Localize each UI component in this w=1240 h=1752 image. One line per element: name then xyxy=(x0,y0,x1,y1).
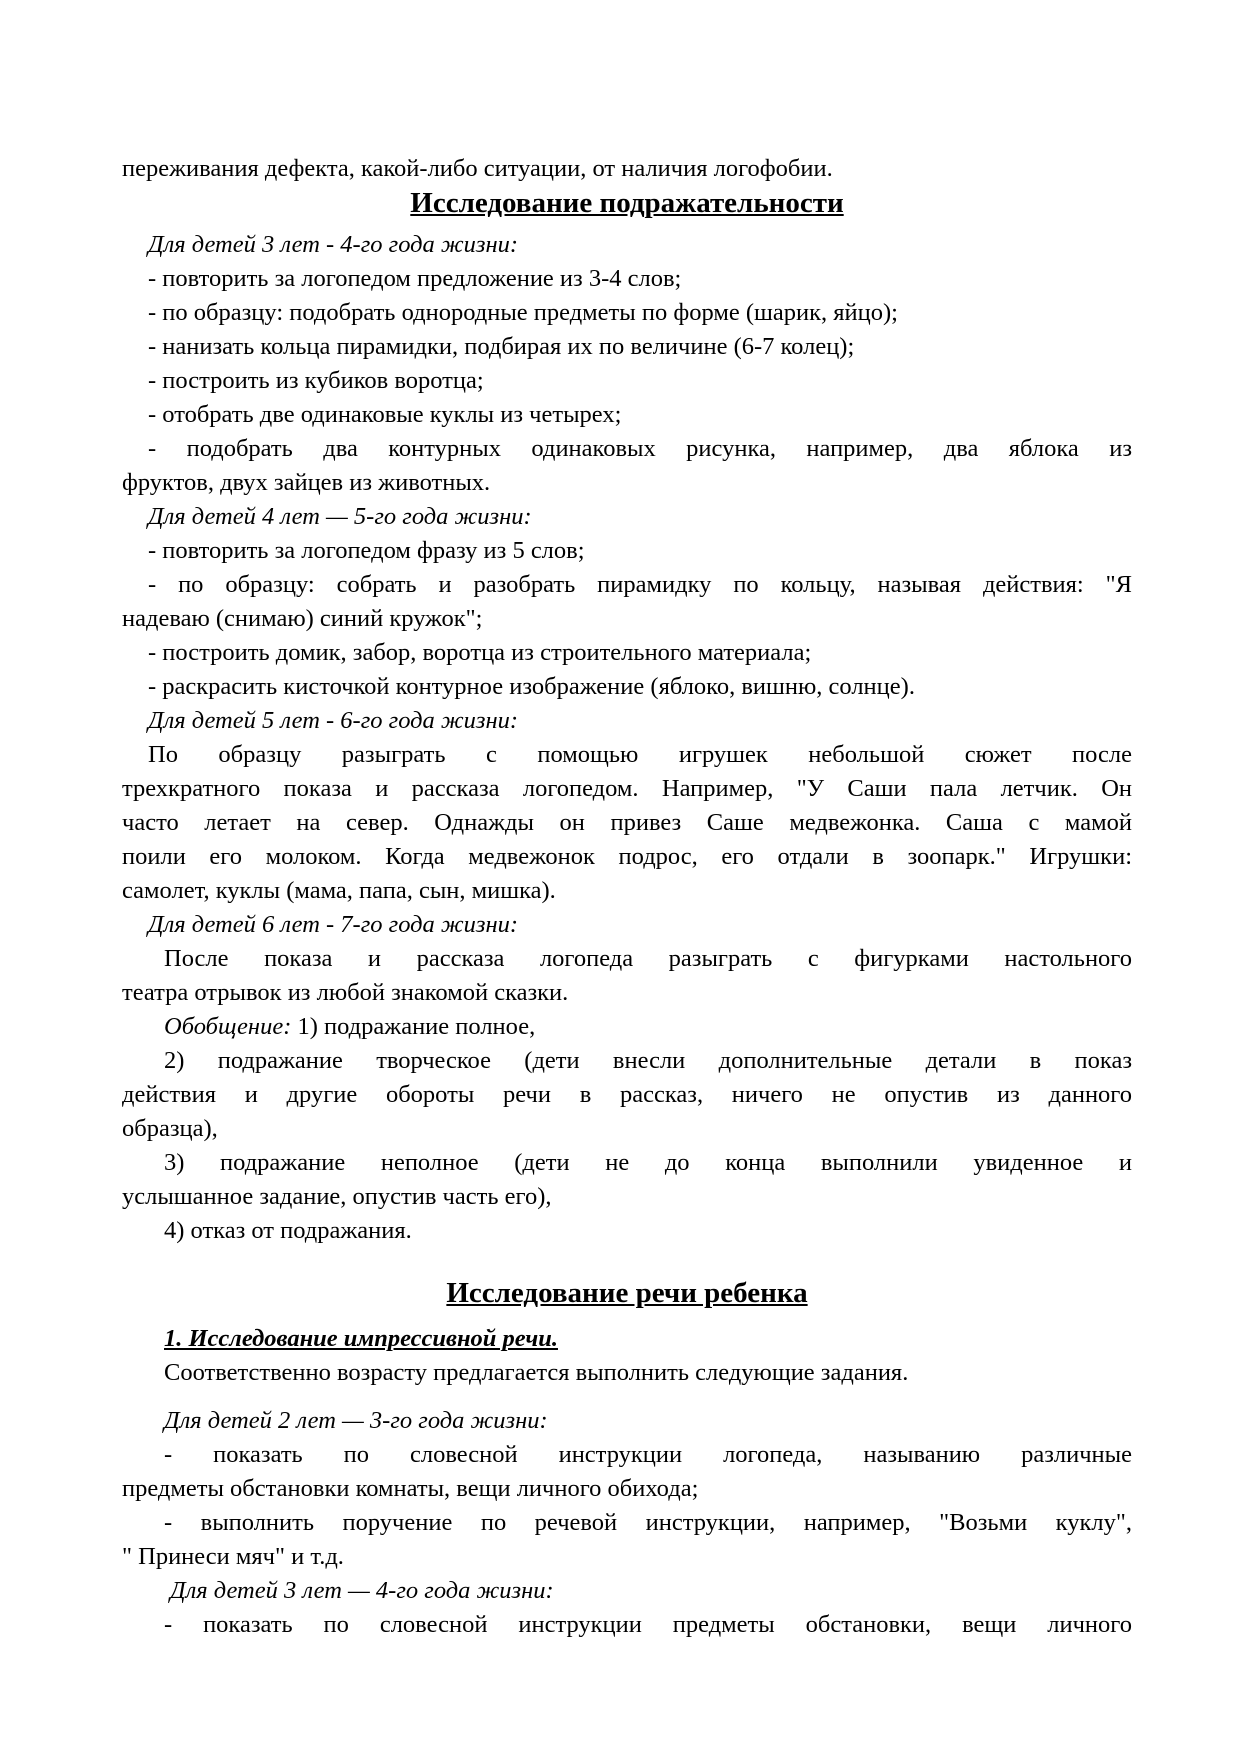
age-heading-3: Для детей 3 лет - 4-го года жизни: xyxy=(148,231,519,258)
list-item: - повторить за логопедом предложение из 3-4 слов; xyxy=(148,265,682,292)
list-item: - построить из кубиков воротца; xyxy=(148,367,484,394)
paragraph-line: театра отрывок из любой знакомой сказки. xyxy=(122,979,569,1006)
paragraph-line: По образцу разыграть с помощью игрушек небольшой сюжет после xyxy=(148,741,1132,768)
list-item: - построить домик, забор, воротца из строительного материала; xyxy=(148,639,812,666)
summary-item-continuation: образца), xyxy=(122,1115,218,1142)
age-heading-5: Для детей 5 лет - 6-го года жизни: xyxy=(148,707,519,734)
list-item: - отобрать две одинаковые куклы из четырех; xyxy=(148,401,622,428)
summary-item: 3) подражание неполное (дети не до конца выполнили увиденное и xyxy=(164,1149,1132,1176)
list-item-continuation: предметы обстановки комнаты, вещи личного обихода; xyxy=(122,1475,699,1502)
age-heading-3-speech: Для детей 3 лет — 4-го года жизни: xyxy=(170,1577,554,1604)
summary-item: 4) отказ от подражания. xyxy=(164,1217,412,1244)
subsection-title: 1. Исследование импрессивной речи. xyxy=(164,1325,558,1352)
list-item: - выполнить поручение по речевой инструкции, например, "Возьми куклу", xyxy=(164,1509,1132,1536)
subsection-title-line xyxy=(122,1322,1132,1356)
summary-item-continuation: действия и другие обороты речи в рассказ, ничего не опустив из данного xyxy=(122,1081,1132,1108)
summary-item: 1) подражание полное, xyxy=(291,1013,536,1040)
summary-item: 2) подражание творческое (дети внесли дополнительные детали в показ xyxy=(164,1047,1132,1074)
summary-item-continuation: услышанное задание, опустив часть его), xyxy=(122,1183,552,1210)
list-item-continuation: надеваю (снимаю) синий кружок"; xyxy=(122,605,483,632)
paragraph-line: трехкратного показа и рассказа логопедом. Например, "У Саши пала летчик. Он xyxy=(122,775,1132,802)
document-page xyxy=(122,152,1132,1642)
paragraph-line: Соответственно возрасту предлагается выполнить следующие задания. xyxy=(164,1359,909,1386)
summary-line xyxy=(122,1010,1132,1044)
age-heading-2: Для детей 2 лет — 3-го года жизни: xyxy=(164,1407,548,1434)
summary-label: Обобщение: xyxy=(164,1013,292,1040)
list-item-continuation: " Принеси мяч" и т.д. xyxy=(122,1543,344,1570)
section-title-imitation: Исследование подражательности xyxy=(410,187,844,219)
list-item: - показать по словесной инструкции предметы обстановки, вещи личного xyxy=(164,1611,1132,1638)
list-item: - по образцу: собрать и разобрать пирамидку по кольцу, называя действия: "Я xyxy=(148,571,1132,598)
list-item: - показать по словесной инструкции логопеда, называнию различные xyxy=(164,1441,1132,1468)
age-heading-6: Для детей 6 лет - 7-го года жизни: xyxy=(148,911,519,938)
list-item: - подобрать два контурных одинаковых рисунка, например, два яблока из xyxy=(148,435,1132,462)
list-item: - повторить за логопедом фразу из 5 слов; xyxy=(148,537,585,564)
paragraph-line: поили его молоком. Когда медвежонок подрос, его отдали в зоопарк." Игрушки: xyxy=(122,843,1132,870)
paragraph-line: самолет, куклы (мама, папа, сын, мишка). xyxy=(122,877,556,904)
section-title-speech: Исследование речи ребенка xyxy=(446,1277,808,1309)
list-item: - раскрасить кисточкой контурное изображение (яблоко, вишню, солнце). xyxy=(148,673,915,700)
list-item: - по образцу: подобрать однородные предметы по форме (шарик, яйцо); xyxy=(148,299,898,326)
list-item-continuation: фруктов, двух зайцев из животных. xyxy=(122,469,491,496)
age-heading-4: Для детей 4 лет — 5-го года жизни: xyxy=(148,503,532,530)
paragraph-line: часто летает на север. Однажды он привез Саше медвежонка. Саша с мамой xyxy=(122,809,1132,836)
list-item: - нанизать кольца пирамидки, подбирая их по величине (6-7 колец); xyxy=(148,333,855,360)
intro-line: переживания дефекта, какой-либо ситуации, от наличия логофобии. xyxy=(122,155,833,182)
paragraph-line: После показа и рассказа логопеда разыграть с фигурками настольного xyxy=(164,945,1132,972)
